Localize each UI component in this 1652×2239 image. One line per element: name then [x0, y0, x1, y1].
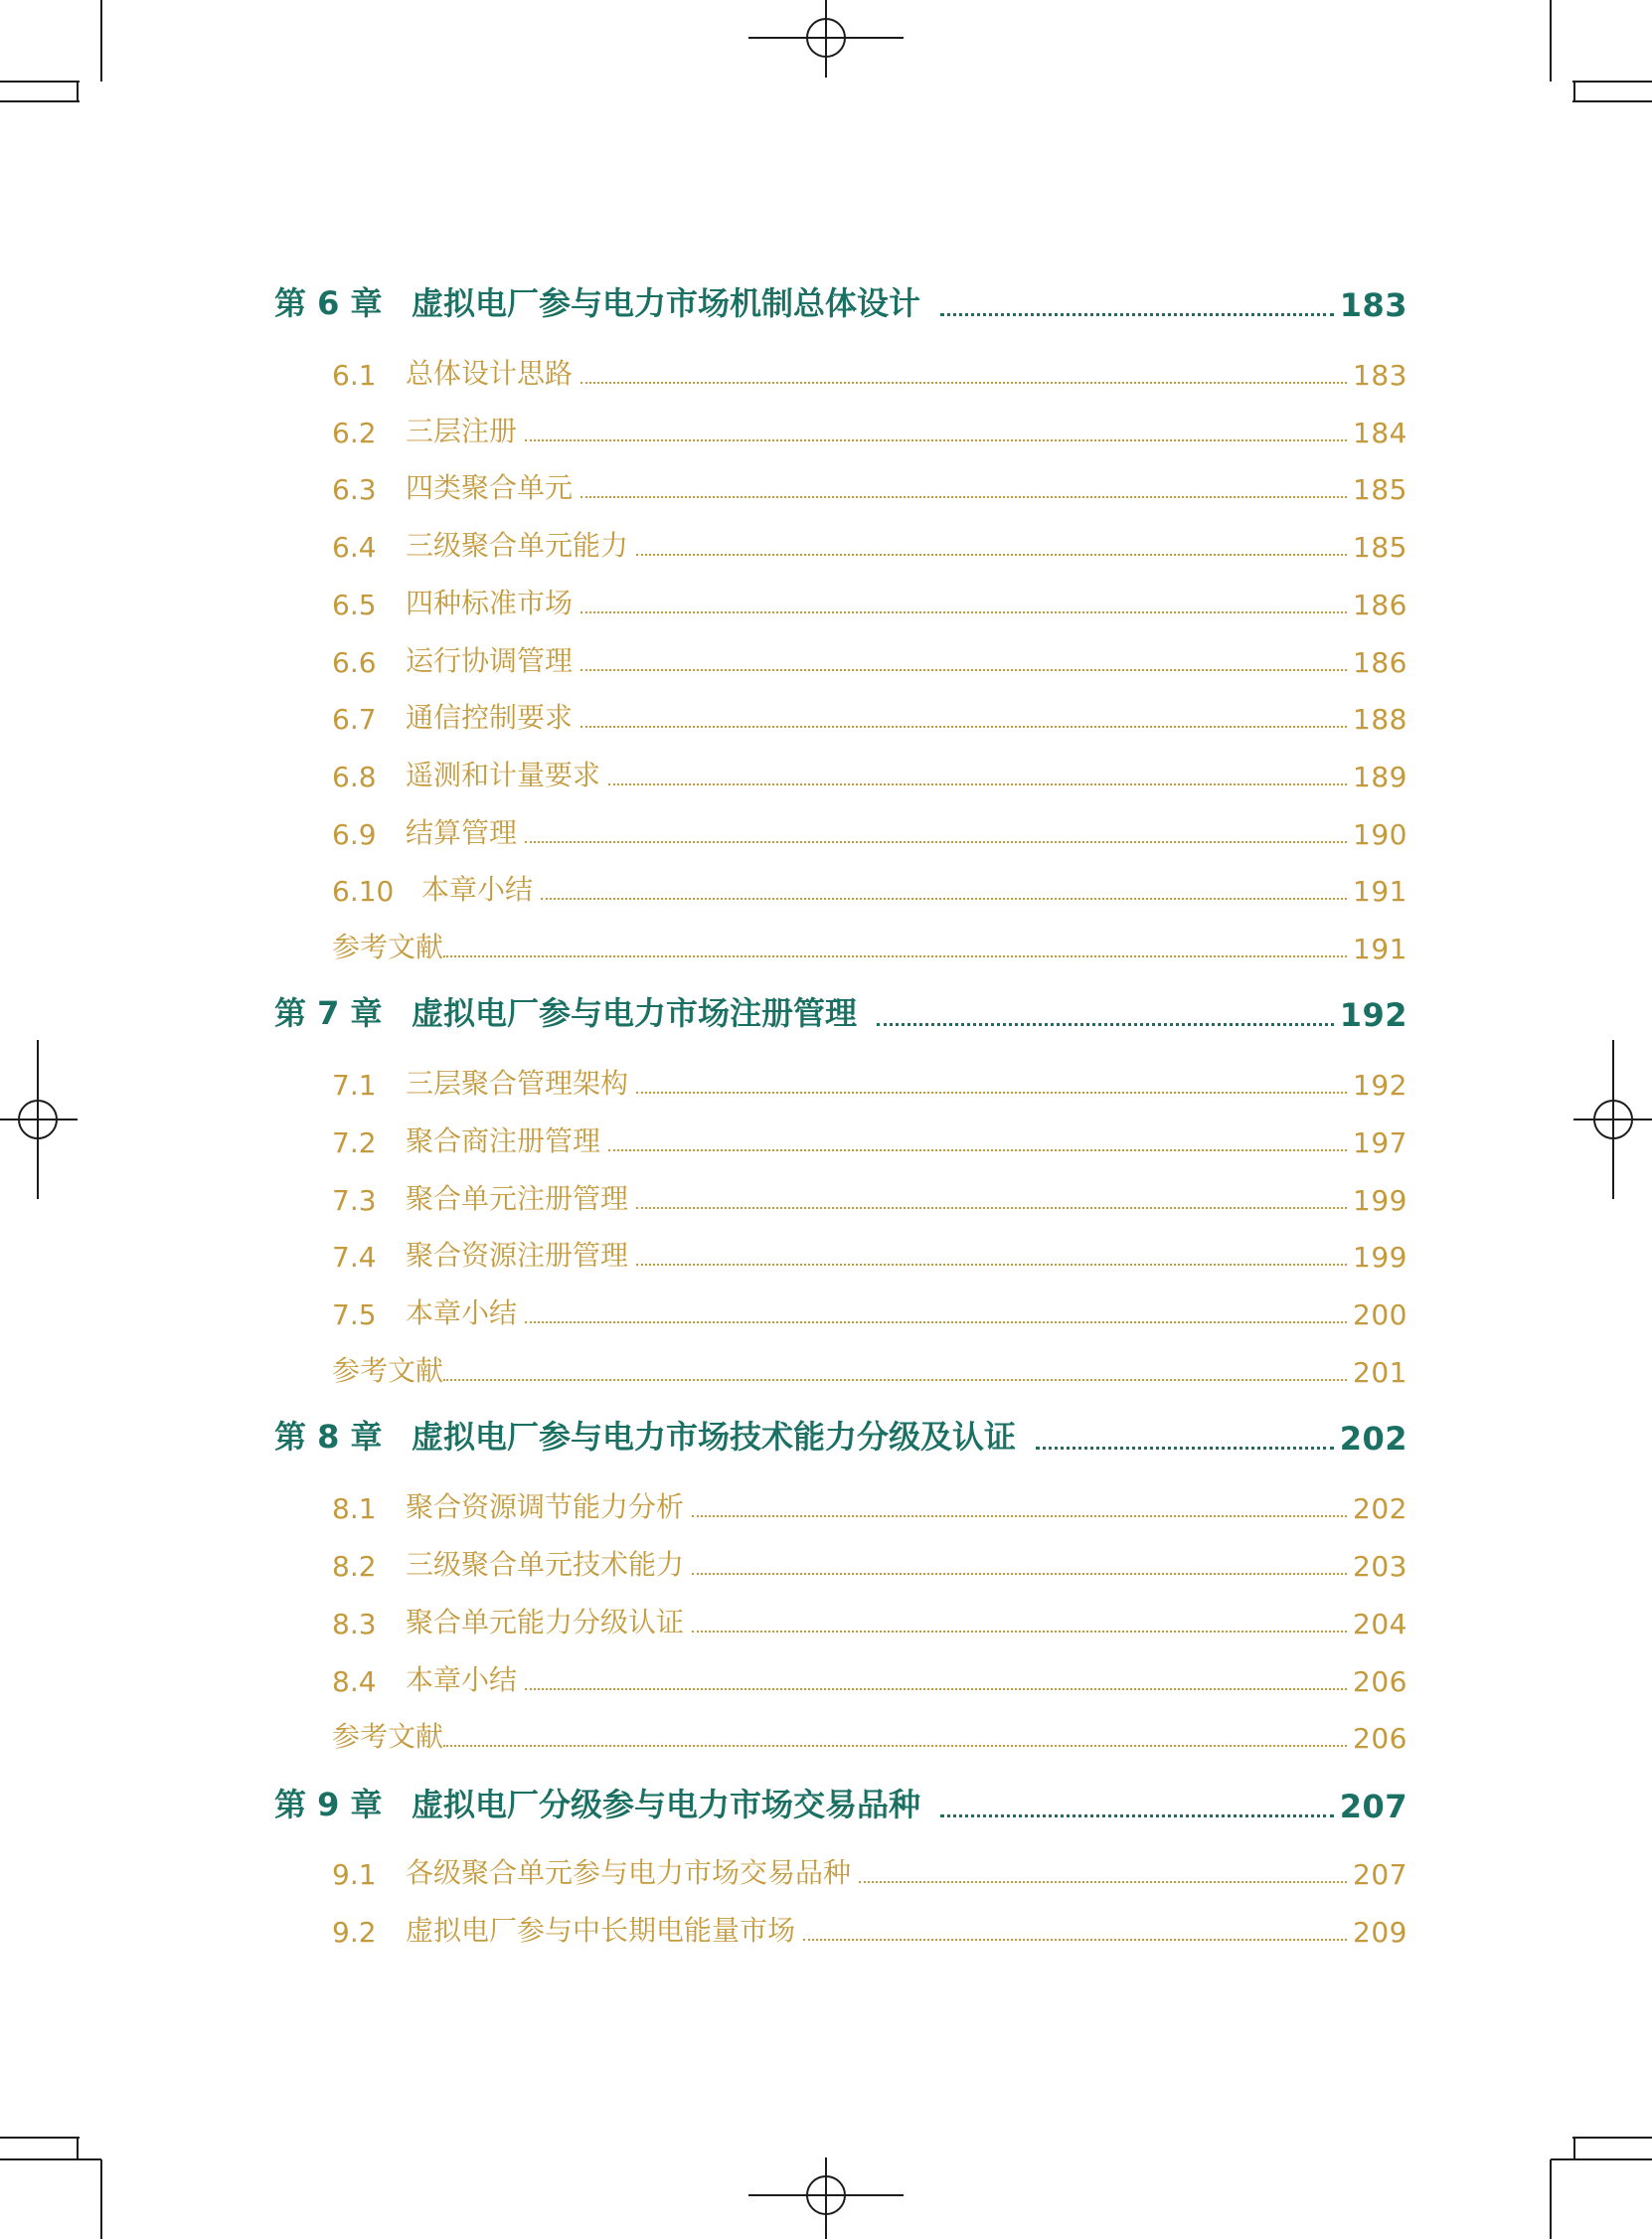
toc-entry-page-number: 203: [1353, 1550, 1407, 1583]
toc-section-entry[interactable]: [332, 1658, 1407, 1698]
toc-entry-number: 6.9: [332, 818, 377, 851]
dot-leader: [525, 1688, 1347, 1690]
toc-entry-number: 第 9 章: [274, 1786, 383, 1823]
dot-leader: [443, 955, 1347, 957]
toc-entry-number: 6.1: [332, 359, 377, 392]
toc-entry-page-number: 209: [1353, 1916, 1407, 1949]
toc-entry-page-number: 197: [1353, 1126, 1407, 1159]
toc-entry-number: 6.3: [332, 473, 377, 506]
dot-leader: [940, 313, 1334, 316]
toc-chapter-entry[interactable]: [274, 1418, 1407, 1458]
dot-leader: [859, 1881, 1347, 1883]
dot-leader: [580, 726, 1347, 728]
dot-leader: [608, 783, 1347, 785]
dot-leader: [692, 1631, 1347, 1633]
toc-entry-page-number: 207: [1353, 1858, 1407, 1891]
toc-entry-title: 虚拟电厂参与电力市场技术能力分级及认证: [412, 1418, 1017, 1456]
toc-entry-title: 三级聚合单元技术能力: [406, 1548, 685, 1581]
dot-leader: [636, 1207, 1347, 1209]
toc-entry-number: 6.10: [332, 875, 395, 908]
toc-entry-number: 7.4: [332, 1241, 377, 1274]
toc-section-entry[interactable]: [332, 754, 1407, 793]
toc-entry-title: 本章小结: [421, 873, 534, 906]
toc-section-entry[interactable]: [332, 1062, 1407, 1102]
toc-entry-number: 6.4: [332, 531, 377, 564]
toc-entry-title: 四类聚合单元: [406, 471, 574, 504]
dot-leader: [580, 496, 1347, 498]
toc-entry-page-number: 191: [1353, 933, 1407, 965]
toc-entry-title: 三级聚合单元能力: [406, 529, 629, 562]
dot-leader: [608, 1149, 1347, 1151]
toc-entry-number: 8.3: [332, 1608, 377, 1640]
toc-entry-number: 6.8: [332, 761, 377, 793]
toc-entry-number: 8.4: [332, 1665, 377, 1698]
toc-section-entry[interactable]: [332, 1234, 1407, 1274]
toc-entry-number: 7.2: [332, 1126, 377, 1159]
toc-section-entry[interactable]: [332, 582, 1407, 621]
toc-entry-number: 7.5: [332, 1298, 377, 1331]
toc-entry-number: 6.2: [332, 417, 377, 449]
toc-entry-page-number: 206: [1353, 1722, 1407, 1755]
toc-entry-title: 聚合资源调节能力分析: [406, 1490, 685, 1523]
toc-entry-title: 三层聚合管理架构: [406, 1067, 629, 1100]
toc-section-entry[interactable]: [332, 1851, 1407, 1891]
toc-entry-page-number: 207: [1339, 1788, 1407, 1825]
toc-references-entry[interactable]: [332, 926, 1407, 965]
toc-entry-title: 参考文献: [332, 931, 444, 963]
toc-section-entry[interactable]: [332, 352, 1407, 392]
toc-entry-number: 7.3: [332, 1184, 377, 1217]
toc-entry-title: 参考文献: [332, 1354, 444, 1387]
toc-entry-number: 9.1: [332, 1858, 377, 1891]
toc-entry-page-number: 201: [1353, 1356, 1407, 1389]
dot-leader: [525, 439, 1347, 441]
toc-chapter-entry[interactable]: [274, 1786, 1407, 1825]
dot-leader: [636, 554, 1347, 556]
toc-entry-title: 四种标准市场: [406, 587, 574, 619]
toc-section-entry[interactable]: [332, 1543, 1407, 1583]
toc-entry-title: 虚拟电厂参与电力市场机制总体设计: [412, 284, 921, 322]
toc-entry-page-number: 206: [1353, 1665, 1407, 1698]
toc-section-entry[interactable]: [332, 639, 1407, 679]
toc-section-entry[interactable]: [332, 410, 1407, 449]
dot-leader: [580, 611, 1347, 613]
dot-leader: [443, 1745, 1347, 1747]
toc-entry-page-number: 202: [1353, 1492, 1407, 1525]
toc-entry-title: 聚合商注册管理: [406, 1124, 601, 1157]
toc-references-entry[interactable]: [332, 1715, 1407, 1755]
toc-entry-page-number: 184: [1353, 417, 1407, 449]
toc-entry-page-number: 186: [1353, 646, 1407, 679]
toc-entry-title: 三层注册: [406, 415, 518, 447]
toc-entry-page-number: 186: [1353, 589, 1407, 621]
toc-entry-title: 虚拟电厂参与电力市场注册管理: [412, 994, 858, 1032]
toc-entry-page-number: 199: [1353, 1241, 1407, 1274]
toc-section-entry[interactable]: [332, 1909, 1407, 1949]
toc-entry-title: 结算管理: [406, 816, 518, 849]
toc-entry-number: 第 7 章: [274, 994, 383, 1032]
toc-entry-title: 聚合单元能力分级认证: [406, 1606, 685, 1638]
dot-leader: [580, 382, 1347, 384]
toc-entry-title: 运行协调管理: [406, 644, 574, 677]
toc-entry-page-number: 192: [1339, 996, 1407, 1034]
toc-chapter-entry[interactable]: [274, 284, 1407, 324]
toc-references-entry[interactable]: [332, 1349, 1407, 1389]
toc-entry-title: 虚拟电厂参与中长期电能量市场: [406, 1914, 796, 1947]
toc-section-entry[interactable]: [332, 1485, 1407, 1525]
toc-entry-page-number: 204: [1353, 1608, 1407, 1640]
toc-section-entry[interactable]: [332, 1601, 1407, 1640]
dot-leader: [1036, 1447, 1334, 1450]
toc-entry-page-number: 191: [1353, 875, 1407, 908]
toc-entry-page-number: 189: [1353, 761, 1407, 793]
toc-entry-page-number: 185: [1353, 531, 1407, 564]
dot-leader: [443, 1379, 1347, 1381]
toc-entry-page-number: 185: [1353, 473, 1407, 506]
toc-entry-number: 6.6: [332, 646, 377, 679]
toc-entry-page-number: 183: [1339, 286, 1407, 324]
toc-entry-title: 各级聚合单元参与电力市场交易品种: [406, 1856, 852, 1889]
toc-entry-number: 6.7: [332, 703, 377, 736]
toc-section-entry[interactable]: [332, 1120, 1407, 1159]
toc-section-entry[interactable]: [332, 868, 1407, 908]
toc-entry-number: 6.5: [332, 589, 377, 621]
dot-leader: [541, 898, 1347, 900]
dot-leader: [580, 669, 1347, 671]
dot-leader: [940, 1814, 1334, 1817]
toc-entry-page-number: 202: [1339, 1420, 1407, 1458]
dot-leader: [636, 1264, 1347, 1266]
toc-entry-page-number: 190: [1353, 818, 1407, 851]
toc-entry-page-number: 199: [1353, 1184, 1407, 1217]
toc-section-entry[interactable]: [332, 1177, 1407, 1217]
toc-entry-title: 本章小结: [406, 1296, 518, 1329]
toc-section-entry[interactable]: [332, 696, 1407, 736]
dot-leader: [525, 841, 1347, 843]
toc-entry-title: 遥测和计量要求: [406, 759, 601, 791]
toc-entry-number: 第 8 章: [274, 1418, 383, 1456]
toc-entry-number: 9.2: [332, 1916, 377, 1949]
dot-leader: [692, 1515, 1347, 1517]
toc-entry-number: 第 6 章: [274, 284, 383, 322]
toc-entry-page-number: 192: [1353, 1069, 1407, 1102]
toc-entry-title: 通信控制要求: [406, 701, 574, 734]
toc-chapter-entry[interactable]: [274, 994, 1407, 1034]
toc-entry-number: 7.1: [332, 1069, 377, 1102]
toc-entry-title: 参考文献: [332, 1720, 444, 1753]
toc-entry-page-number: 200: [1353, 1298, 1407, 1331]
toc-entry-page-number: 183: [1353, 359, 1407, 392]
toc-section-entry[interactable]: [332, 811, 1407, 851]
toc-entry-page-number: 188: [1353, 703, 1407, 736]
dot-leader: [636, 1092, 1347, 1094]
toc-entry-number: 8.2: [332, 1550, 377, 1583]
dot-leader: [877, 1023, 1334, 1026]
toc-entry-title: 本章小结: [406, 1663, 518, 1696]
dot-leader: [803, 1939, 1347, 1941]
dot-leader: [525, 1321, 1347, 1323]
toc-entry-title: 聚合单元注册管理: [406, 1182, 629, 1215]
toc-section-entry[interactable]: [332, 1292, 1407, 1331]
toc-entry-number: 8.1: [332, 1492, 377, 1525]
toc-entry-title: 虚拟电厂分级参与电力市场交易品种: [412, 1786, 921, 1823]
toc-entry-title: 聚合资源注册管理: [406, 1239, 629, 1272]
toc-section-entry[interactable]: [332, 524, 1407, 564]
toc-entry-title: 总体设计思路: [406, 357, 574, 390]
toc-section-entry[interactable]: [332, 466, 1407, 506]
dot-leader: [692, 1573, 1347, 1575]
